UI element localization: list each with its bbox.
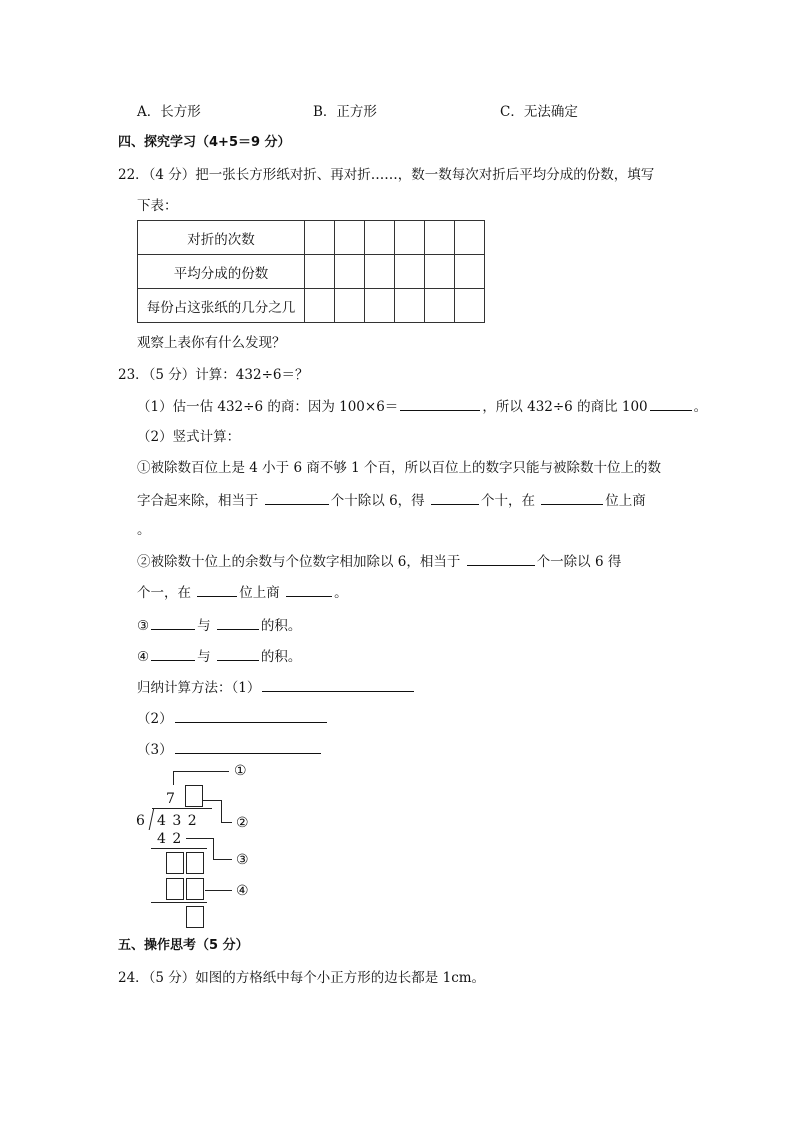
table-cell bbox=[335, 289, 365, 323]
q23-part2: （2）竖式计算： bbox=[137, 429, 241, 445]
q23-part1-text-c: 。 bbox=[693, 399, 708, 415]
table-row bbox=[138, 255, 485, 289]
table-cell bbox=[305, 289, 335, 323]
step4 bbox=[137, 647, 301, 666]
q23-part1-text-b: ，所以 432÷6 的商比 100 bbox=[482, 399, 648, 415]
answer-blank[interactable] bbox=[151, 616, 195, 630]
table-cell bbox=[305, 255, 335, 289]
answer-blank[interactable] bbox=[217, 647, 259, 661]
leader-line bbox=[205, 890, 232, 891]
division-bar bbox=[152, 808, 212, 809]
answer-blank[interactable] bbox=[151, 647, 195, 661]
method-label: （3） bbox=[137, 742, 173, 758]
step3 bbox=[137, 616, 301, 635]
table-row bbox=[138, 221, 485, 255]
leader-line bbox=[186, 838, 213, 839]
step1-text: 字合起来除，相当于 bbox=[137, 493, 259, 509]
answer-blank[interactable] bbox=[286, 583, 332, 597]
step2-line2 bbox=[137, 583, 348, 602]
section-heading-5: 五、操作思考（5 分） bbox=[118, 938, 249, 953]
step4-text: 与 bbox=[197, 649, 211, 665]
table-cell bbox=[425, 221, 455, 255]
product-box[interactable] bbox=[166, 878, 184, 900]
step2-text: 个一除以 6 得 bbox=[536, 554, 622, 570]
product-box[interactable] bbox=[186, 878, 204, 900]
folding-table bbox=[137, 220, 485, 323]
answer-blank[interactable] bbox=[175, 740, 321, 754]
table-cell bbox=[455, 255, 485, 289]
partial-product: 4 2 bbox=[157, 831, 183, 847]
table-cell bbox=[395, 289, 425, 323]
step2-text: 。 bbox=[334, 585, 348, 601]
q24-text: 24．（5 分）如图的方格纸中每个小正方形的边长都是 1cm。 bbox=[118, 970, 486, 986]
step1-text: 个十除以 6，得 bbox=[330, 493, 425, 509]
answer-blank[interactable] bbox=[217, 616, 259, 630]
step2-text: 个一，在 bbox=[137, 585, 191, 601]
table-cell bbox=[335, 221, 365, 255]
row-header-parts: 平均分成的份数 bbox=[138, 255, 305, 289]
answer-blank[interactable] bbox=[431, 491, 479, 505]
subtraction-line bbox=[151, 848, 207, 849]
q22-text-line2: 下表： bbox=[137, 198, 178, 214]
table-cell bbox=[395, 221, 425, 255]
table-cell bbox=[395, 255, 425, 289]
answer-blank[interactable] bbox=[541, 491, 603, 505]
answer-blank[interactable] bbox=[400, 397, 480, 411]
option-c: C．无法确定 bbox=[500, 104, 578, 120]
step1-line1: ①被除数百位上是 4 小于 6 商不够 1 个百，所以百位上的数字只能与被除数十位上的数 bbox=[137, 460, 662, 476]
marker-3: ③ bbox=[236, 852, 249, 868]
division-bracket bbox=[149, 808, 155, 830]
leader-line bbox=[203, 800, 221, 801]
method-2 bbox=[137, 709, 329, 728]
leader-line bbox=[221, 822, 232, 823]
leader-line bbox=[221, 800, 222, 822]
leader-line bbox=[173, 771, 229, 772]
table-cell bbox=[455, 289, 485, 323]
marker-4: ④ bbox=[236, 883, 249, 899]
step4-text: 的积。 bbox=[260, 649, 302, 665]
answer-blank[interactable] bbox=[265, 491, 329, 505]
subtraction-line bbox=[151, 902, 207, 903]
marker-1: ① bbox=[234, 763, 247, 779]
remainder-box[interactable] bbox=[186, 852, 204, 874]
table-cell bbox=[365, 221, 395, 255]
step3-marker: ③ bbox=[137, 618, 150, 634]
answer-blank[interactable] bbox=[650, 397, 692, 411]
table-cell bbox=[365, 289, 395, 323]
method-label: （2） bbox=[137, 711, 173, 727]
method-label: 归纳计算方法：（1） bbox=[137, 680, 261, 696]
row-header-fold-count: 对折的次数 bbox=[138, 221, 305, 255]
table-row bbox=[138, 289, 485, 323]
step1-line2 bbox=[137, 491, 646, 510]
table-cell bbox=[425, 289, 455, 323]
method-1 bbox=[137, 678, 416, 697]
table-cell bbox=[425, 255, 455, 289]
marker-2: ② bbox=[236, 815, 249, 831]
leader-line bbox=[213, 859, 232, 860]
quotient-digit: 7 bbox=[166, 791, 175, 807]
answer-blank[interactable] bbox=[197, 583, 237, 597]
section-heading-4: 四、探究学习（4+5＝9 分） bbox=[118, 135, 291, 150]
table-cell bbox=[335, 255, 365, 289]
q23-title: 23．（5 分）计算：432÷6＝？ bbox=[118, 367, 309, 383]
step2-text: 位上商 bbox=[239, 585, 280, 601]
leader-line bbox=[213, 838, 214, 859]
divisor: 6 bbox=[136, 813, 145, 829]
remainder-box[interactable] bbox=[166, 852, 184, 874]
q23-part1 bbox=[137, 397, 707, 416]
method-3 bbox=[137, 740, 323, 759]
step2-text: ②被除数十位上的余数与个位数字相加除以 6，相当于 bbox=[137, 554, 461, 570]
step1-text: 位上商 bbox=[605, 493, 646, 509]
step1-line3: 。 bbox=[137, 522, 151, 538]
final-remainder-box[interactable] bbox=[186, 906, 204, 928]
option-b: B．正方形 bbox=[313, 104, 377, 120]
table-cell bbox=[365, 255, 395, 289]
row-header-fraction: 每份占这张纸的几分之几 bbox=[138, 289, 305, 323]
step2-line1 bbox=[137, 552, 621, 571]
answer-blank[interactable] bbox=[467, 552, 535, 566]
step3-text: 的积。 bbox=[260, 618, 302, 634]
step3-text: 与 bbox=[197, 618, 211, 634]
answer-blank[interactable] bbox=[262, 678, 414, 692]
answer-blank[interactable] bbox=[175, 709, 327, 723]
quotient-blank-box[interactable] bbox=[185, 785, 203, 807]
dividend: 4 3 2 bbox=[157, 813, 198, 829]
step4-marker: ④ bbox=[137, 649, 150, 665]
leader-line bbox=[173, 771, 174, 785]
table-cell bbox=[455, 221, 485, 255]
q22-text-line1: 22．（4 分）把一张长方形纸对折、再对折……，数一数每次对折后平均分成的份数，填写 bbox=[118, 167, 655, 183]
option-a: A．长方形 bbox=[137, 104, 201, 120]
table-cell bbox=[305, 221, 335, 255]
q22-observe: 观察上表你有什么发现？ bbox=[137, 335, 286, 351]
step1-text: 个十，在 bbox=[480, 493, 535, 509]
q23-part1-text-a: （1）估一估 432÷6 的商：因为 100×6＝ bbox=[137, 399, 399, 415]
